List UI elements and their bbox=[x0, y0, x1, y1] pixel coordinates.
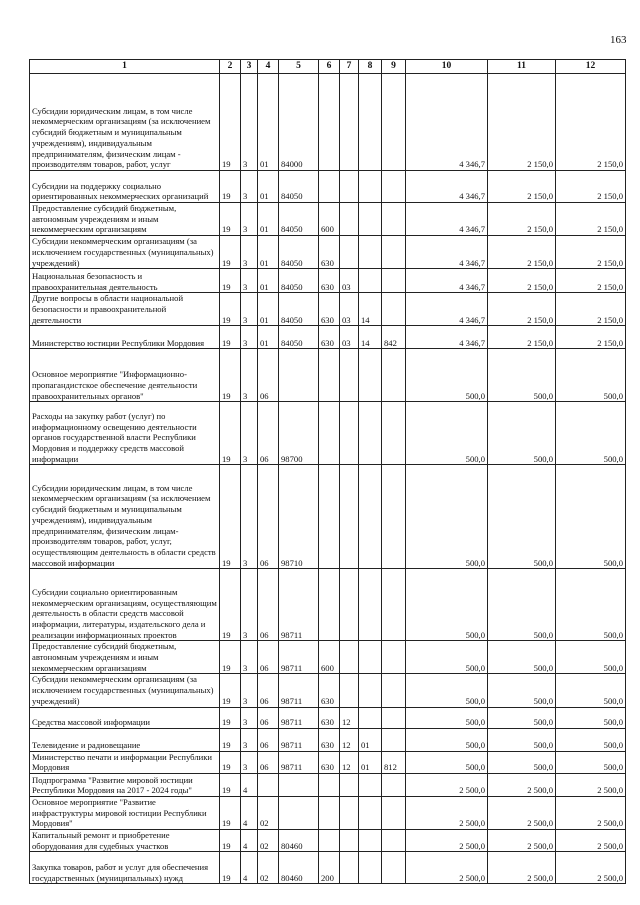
code-cell: 12 bbox=[340, 707, 359, 728]
column-header: 9 bbox=[382, 60, 406, 74]
expense-name-cell: Основное мероприятие "Развитие инфраструктуры мировой юстиции Республики Мордовия" bbox=[30, 796, 220, 829]
code-cell bbox=[359, 171, 382, 203]
column-header: 6 bbox=[319, 60, 340, 74]
code-cell bbox=[340, 830, 359, 852]
code-cell: 02 bbox=[258, 852, 279, 884]
code-cell: 19 bbox=[220, 171, 241, 203]
amount-cell: 500,0 bbox=[406, 707, 488, 728]
code-cell bbox=[382, 349, 406, 402]
code-cell bbox=[359, 830, 382, 852]
code-cell: 19 bbox=[220, 751, 241, 773]
code-cell bbox=[319, 773, 340, 796]
code-cell bbox=[359, 773, 382, 796]
code-cell: 84000 bbox=[279, 74, 319, 171]
code-cell: 01 bbox=[359, 728, 382, 751]
code-cell: 06 bbox=[258, 641, 279, 674]
expense-name-cell: Субсидии социально ориентированным некоммерческим организациям, осуществляющим деятельность в области средств массовой информации, литературы, издательского дела и реализации информационных проектов bbox=[30, 569, 220, 641]
code-cell: 3 bbox=[241, 74, 258, 171]
code-cell bbox=[359, 402, 382, 465]
expense-name-cell: Расходы на закупку работ (услуг) по информационному освещению деятельности органов государственной власти Республики Мордовия и поддержку средств массовой информации bbox=[30, 402, 220, 465]
amount-cell: 500,0 bbox=[488, 728, 556, 751]
amount-cell: 500,0 bbox=[488, 349, 556, 402]
code-cell: 3 bbox=[241, 203, 258, 236]
amount-cell: 500,0 bbox=[556, 707, 626, 728]
table-row bbox=[30, 707, 626, 728]
code-cell bbox=[340, 569, 359, 641]
code-cell: 19 bbox=[220, 674, 241, 707]
code-cell: 3 bbox=[241, 171, 258, 203]
code-cell: 19 bbox=[220, 465, 241, 569]
amount-cell: 4 346,7 bbox=[406, 236, 488, 269]
column-header: 8 bbox=[359, 60, 382, 74]
amount-cell: 2 500,0 bbox=[556, 773, 626, 796]
code-cell: 4 bbox=[241, 852, 258, 884]
code-cell bbox=[382, 707, 406, 728]
amount-cell: 500,0 bbox=[556, 674, 626, 707]
amount-cell: 2 150,0 bbox=[556, 236, 626, 269]
code-cell: 600 bbox=[319, 641, 340, 674]
code-cell bbox=[258, 773, 279, 796]
expense-name-cell: Субсидии юридическим лицам, в том числе некоммерческим организациям (за исключением субсидий бюджетным и муниципальным учреждениям), индивидуальным предпринимателям, физическим лицам - производителям товаров, работ, услуг bbox=[30, 74, 220, 171]
code-cell: 98700 bbox=[279, 402, 319, 465]
code-cell: 12 bbox=[340, 751, 359, 773]
amount-cell: 2 500,0 bbox=[488, 830, 556, 852]
expense-name-cell: Субсидии на поддержку социально ориентированных некоммерческих организаций bbox=[30, 171, 220, 203]
expense-name-cell: Закупка товаров, работ и услуг для обеспечения государственных (муниципальных) нужд bbox=[30, 852, 220, 884]
amount-cell: 2 500,0 bbox=[406, 852, 488, 884]
code-cell bbox=[382, 728, 406, 751]
code-cell: 98711 bbox=[279, 751, 319, 773]
code-cell: 4 bbox=[241, 773, 258, 796]
amount-cell: 500,0 bbox=[556, 751, 626, 773]
table-row bbox=[30, 830, 626, 852]
code-cell: 02 bbox=[258, 796, 279, 829]
code-cell bbox=[359, 852, 382, 884]
code-cell: 84050 bbox=[279, 326, 319, 349]
code-cell bbox=[382, 74, 406, 171]
code-cell: 630 bbox=[319, 293, 340, 326]
code-cell bbox=[359, 674, 382, 707]
code-cell: 630 bbox=[319, 269, 340, 293]
code-cell: 3 bbox=[241, 674, 258, 707]
code-cell: 3 bbox=[241, 269, 258, 293]
expense-name-cell: Телевидение и радиовещание bbox=[30, 728, 220, 751]
code-cell: 06 bbox=[258, 465, 279, 569]
table-row bbox=[30, 236, 626, 269]
expense-name-cell: Подпрограмма "Развитие мировой юстиции Республики Мордовия на 2017 - 2024 годы" bbox=[30, 773, 220, 796]
table-row bbox=[30, 728, 626, 751]
code-cell: 19 bbox=[220, 707, 241, 728]
code-cell bbox=[340, 402, 359, 465]
code-cell bbox=[382, 852, 406, 884]
table-row bbox=[30, 465, 626, 569]
code-cell bbox=[359, 569, 382, 641]
code-cell bbox=[340, 674, 359, 707]
table-row bbox=[30, 293, 626, 326]
code-cell bbox=[359, 74, 382, 171]
amount-cell: 2 150,0 bbox=[556, 74, 626, 171]
amount-cell: 2 150,0 bbox=[488, 293, 556, 326]
amount-cell: 500,0 bbox=[556, 402, 626, 465]
amount-cell: 2 150,0 bbox=[488, 236, 556, 269]
column-header: 10 bbox=[406, 60, 488, 74]
code-cell: 84050 bbox=[279, 293, 319, 326]
code-cell bbox=[279, 796, 319, 829]
amount-cell: 2 150,0 bbox=[556, 203, 626, 236]
amount-cell: 500,0 bbox=[406, 674, 488, 707]
amount-cell: 2 500,0 bbox=[406, 773, 488, 796]
code-cell: 06 bbox=[258, 728, 279, 751]
table-row bbox=[30, 674, 626, 707]
code-cell bbox=[340, 641, 359, 674]
code-cell: 19 bbox=[220, 796, 241, 829]
expense-name-cell: Субсидии юридическим лицам, в том числе некоммерческим организациям (за исключением субсидий бюджетным и муниципальным учреждениям), индивидуальным предпринимателям, физическим лицам- производителям товаров, работ, услуг, осуществляющим деятельность в области средств массовой информации bbox=[30, 465, 220, 569]
code-cell bbox=[340, 349, 359, 402]
amount-cell: 2 500,0 bbox=[488, 852, 556, 884]
code-cell bbox=[382, 293, 406, 326]
code-cell bbox=[279, 349, 319, 402]
code-cell: 19 bbox=[220, 74, 241, 171]
amount-cell: 2 500,0 bbox=[406, 796, 488, 829]
code-cell bbox=[319, 74, 340, 171]
code-cell: 03 bbox=[340, 326, 359, 349]
code-cell bbox=[382, 641, 406, 674]
amount-cell: 2 500,0 bbox=[488, 773, 556, 796]
table-row bbox=[30, 402, 626, 465]
code-cell: 14 bbox=[359, 293, 382, 326]
code-cell: 4 bbox=[241, 830, 258, 852]
amount-cell: 2 150,0 bbox=[488, 326, 556, 349]
expense-name-cell: Субсидии некоммерческим организациям (за исключением государственных (муниципальных) учреждений) bbox=[30, 674, 220, 707]
table-row bbox=[30, 796, 626, 829]
code-cell: 84050 bbox=[279, 269, 319, 293]
amount-cell: 500,0 bbox=[488, 402, 556, 465]
table-row bbox=[30, 203, 626, 236]
code-cell: 3 bbox=[241, 751, 258, 773]
code-cell: 19 bbox=[220, 830, 241, 852]
column-header: 2 bbox=[220, 60, 241, 74]
expense-name-cell: Другие вопросы в области национальной безопасности и правоохранительной деятельности bbox=[30, 293, 220, 326]
code-cell: 19 bbox=[220, 641, 241, 674]
table-row bbox=[30, 269, 626, 293]
code-cell bbox=[359, 641, 382, 674]
code-cell bbox=[319, 569, 340, 641]
amount-cell: 500,0 bbox=[488, 751, 556, 773]
code-cell: 80460 bbox=[279, 852, 319, 884]
amount-cell: 2 150,0 bbox=[556, 293, 626, 326]
code-cell: 842 bbox=[382, 326, 406, 349]
table-row bbox=[30, 773, 626, 796]
amount-cell: 500,0 bbox=[406, 751, 488, 773]
amount-cell: 500,0 bbox=[556, 465, 626, 569]
code-cell: 19 bbox=[220, 203, 241, 236]
amount-cell: 500,0 bbox=[488, 641, 556, 674]
code-cell bbox=[359, 236, 382, 269]
amount-cell: 2 150,0 bbox=[488, 203, 556, 236]
code-cell: 06 bbox=[258, 402, 279, 465]
code-cell bbox=[382, 203, 406, 236]
code-cell: 98711 bbox=[279, 641, 319, 674]
code-cell bbox=[359, 349, 382, 402]
code-cell bbox=[382, 171, 406, 203]
table-body bbox=[30, 74, 626, 884]
code-cell: 06 bbox=[258, 751, 279, 773]
code-cell: 84050 bbox=[279, 236, 319, 269]
table-row bbox=[30, 641, 626, 674]
amount-cell: 4 346,7 bbox=[406, 203, 488, 236]
column-header: 1 bbox=[30, 60, 220, 74]
code-cell bbox=[382, 236, 406, 269]
amount-cell: 2 150,0 bbox=[488, 269, 556, 293]
table-row bbox=[30, 852, 626, 884]
amount-cell: 2 500,0 bbox=[556, 852, 626, 884]
amount-cell: 500,0 bbox=[406, 349, 488, 402]
code-cell bbox=[382, 674, 406, 707]
code-cell: 98711 bbox=[279, 728, 319, 751]
code-cell: 600 bbox=[319, 203, 340, 236]
code-cell bbox=[382, 796, 406, 829]
code-cell: 3 bbox=[241, 728, 258, 751]
amount-cell: 500,0 bbox=[488, 569, 556, 641]
column-header: 4 bbox=[258, 60, 279, 74]
code-cell: 06 bbox=[258, 349, 279, 402]
code-cell: 3 bbox=[241, 465, 258, 569]
code-cell bbox=[382, 569, 406, 641]
code-cell: 19 bbox=[220, 269, 241, 293]
code-cell: 3 bbox=[241, 326, 258, 349]
code-cell: 19 bbox=[220, 236, 241, 269]
code-cell: 200 bbox=[319, 852, 340, 884]
code-cell bbox=[382, 773, 406, 796]
code-cell: 98710 bbox=[279, 465, 319, 569]
amount-cell: 2 150,0 bbox=[556, 171, 626, 203]
expense-name-cell: Министерство печати и информации Республики Мордовия bbox=[30, 751, 220, 773]
code-cell: 06 bbox=[258, 674, 279, 707]
code-cell: 3 bbox=[241, 569, 258, 641]
code-cell bbox=[359, 796, 382, 829]
column-header: 3 bbox=[241, 60, 258, 74]
code-cell: 03 bbox=[340, 293, 359, 326]
code-cell: 4 bbox=[241, 796, 258, 829]
code-cell: 01 bbox=[258, 203, 279, 236]
code-cell: 3 bbox=[241, 236, 258, 269]
code-cell: 84050 bbox=[279, 171, 319, 203]
expense-name-cell: Предоставление субсидий бюджетным, автономным учреждениям и иным некоммерческим организациям bbox=[30, 641, 220, 674]
code-cell: 80460 bbox=[279, 830, 319, 852]
amount-cell: 2 150,0 bbox=[488, 171, 556, 203]
code-cell bbox=[319, 465, 340, 569]
code-cell: 06 bbox=[258, 707, 279, 728]
amount-cell: 2 150,0 bbox=[488, 74, 556, 171]
table-row bbox=[30, 349, 626, 402]
table-row bbox=[30, 171, 626, 203]
expense-name-cell: Капитальный ремонт и приобретение оборудования для судебных участков bbox=[30, 830, 220, 852]
expense-name-cell: Предоставление субсидий бюджетным, автономным учреждениям и иным некоммерческим организациям bbox=[30, 203, 220, 236]
amount-cell: 500,0 bbox=[406, 641, 488, 674]
code-cell bbox=[382, 402, 406, 465]
amount-cell: 500,0 bbox=[406, 569, 488, 641]
code-cell: 3 bbox=[241, 641, 258, 674]
expense-name-cell: Субсидии некоммерческим организациям (за исключением государственных (муниципальных) учреждений) bbox=[30, 236, 220, 269]
amount-cell: 500,0 bbox=[406, 402, 488, 465]
amount-cell: 4 346,7 bbox=[406, 171, 488, 203]
amount-cell: 500,0 bbox=[556, 569, 626, 641]
code-cell: 630 bbox=[319, 751, 340, 773]
code-cell: 01 bbox=[258, 171, 279, 203]
code-cell: 98711 bbox=[279, 674, 319, 707]
code-cell: 19 bbox=[220, 326, 241, 349]
code-cell: 19 bbox=[220, 728, 241, 751]
code-cell: 01 bbox=[258, 269, 279, 293]
amount-cell: 4 346,7 bbox=[406, 293, 488, 326]
code-cell: 19 bbox=[220, 349, 241, 402]
code-cell bbox=[319, 402, 340, 465]
code-cell: 01 bbox=[258, 236, 279, 269]
code-cell bbox=[359, 269, 382, 293]
amount-cell: 2 150,0 bbox=[556, 326, 626, 349]
table-row bbox=[30, 569, 626, 641]
code-cell: 812 bbox=[382, 751, 406, 773]
code-cell: 3 bbox=[241, 707, 258, 728]
amount-cell: 2 500,0 bbox=[488, 796, 556, 829]
code-cell: 3 bbox=[241, 402, 258, 465]
amount-cell: 4 346,7 bbox=[406, 269, 488, 293]
code-cell bbox=[319, 796, 340, 829]
code-cell bbox=[319, 171, 340, 203]
code-cell bbox=[382, 830, 406, 852]
code-cell: 630 bbox=[319, 728, 340, 751]
code-cell: 630 bbox=[319, 707, 340, 728]
code-cell: 12 bbox=[340, 728, 359, 751]
page-number: 163 bbox=[610, 34, 627, 46]
column-header: 5 bbox=[279, 60, 319, 74]
column-header: 12 bbox=[556, 60, 626, 74]
code-cell: 630 bbox=[319, 236, 340, 269]
amount-cell: 2 150,0 bbox=[556, 269, 626, 293]
code-cell bbox=[340, 171, 359, 203]
code-cell bbox=[340, 465, 359, 569]
amount-cell: 500,0 bbox=[488, 674, 556, 707]
code-cell bbox=[340, 74, 359, 171]
code-cell bbox=[340, 852, 359, 884]
code-cell bbox=[340, 796, 359, 829]
code-cell: 3 bbox=[241, 349, 258, 402]
code-cell: 19 bbox=[220, 569, 241, 641]
amount-cell: 500,0 bbox=[488, 465, 556, 569]
code-cell bbox=[279, 773, 319, 796]
column-header: 7 bbox=[340, 60, 359, 74]
code-cell: 98711 bbox=[279, 707, 319, 728]
code-cell bbox=[382, 269, 406, 293]
expense-name-cell: Национальная безопасность и правоохранительная деятельность bbox=[30, 269, 220, 293]
code-cell: 19 bbox=[220, 773, 241, 796]
code-cell bbox=[359, 203, 382, 236]
table-row bbox=[30, 326, 626, 349]
amount-cell: 500,0 bbox=[406, 728, 488, 751]
code-cell: 01 bbox=[258, 74, 279, 171]
expense-name-cell: Министерство юстиции Республики Мордовия bbox=[30, 326, 220, 349]
amount-cell: 4 346,7 bbox=[406, 74, 488, 171]
code-cell bbox=[359, 465, 382, 569]
code-cell bbox=[340, 773, 359, 796]
code-cell: 02 bbox=[258, 830, 279, 852]
code-cell: 3 bbox=[241, 293, 258, 326]
code-cell: 01 bbox=[359, 751, 382, 773]
expense-name-cell: Средства массовой информации bbox=[30, 707, 220, 728]
code-cell: 19 bbox=[220, 293, 241, 326]
code-cell bbox=[359, 707, 382, 728]
code-cell: 01 bbox=[258, 293, 279, 326]
amount-cell: 2 500,0 bbox=[556, 796, 626, 829]
code-cell: 98711 bbox=[279, 569, 319, 641]
code-cell: 01 bbox=[258, 326, 279, 349]
code-cell: 14 bbox=[359, 326, 382, 349]
amount-cell: 500,0 bbox=[488, 707, 556, 728]
amount-cell: 4 346,7 bbox=[406, 326, 488, 349]
code-cell: 19 bbox=[220, 402, 241, 465]
code-cell bbox=[340, 236, 359, 269]
expense-name-cell: Основное мероприятие "Информационно-пропагандистское обеспечение деятельности правоохранительных органов" bbox=[30, 349, 220, 402]
code-cell: 630 bbox=[319, 674, 340, 707]
amount-cell: 500,0 bbox=[556, 641, 626, 674]
code-cell bbox=[340, 203, 359, 236]
table-row bbox=[30, 74, 626, 171]
amount-cell: 2 500,0 bbox=[406, 830, 488, 852]
code-cell bbox=[319, 830, 340, 852]
header-row bbox=[30, 60, 626, 74]
code-cell: 84050 bbox=[279, 203, 319, 236]
amount-cell: 500,0 bbox=[406, 465, 488, 569]
code-cell: 630 bbox=[319, 326, 340, 349]
code-cell bbox=[382, 465, 406, 569]
amount-cell: 2 500,0 bbox=[556, 830, 626, 852]
table-row bbox=[30, 751, 626, 773]
code-cell bbox=[319, 349, 340, 402]
budget-table bbox=[29, 59, 626, 884]
amount-cell: 500,0 bbox=[556, 349, 626, 402]
code-cell: 03 bbox=[340, 269, 359, 293]
code-cell: 19 bbox=[220, 852, 241, 884]
code-cell: 06 bbox=[258, 569, 279, 641]
amount-cell: 500,0 bbox=[556, 728, 626, 751]
column-header: 11 bbox=[488, 60, 556, 74]
